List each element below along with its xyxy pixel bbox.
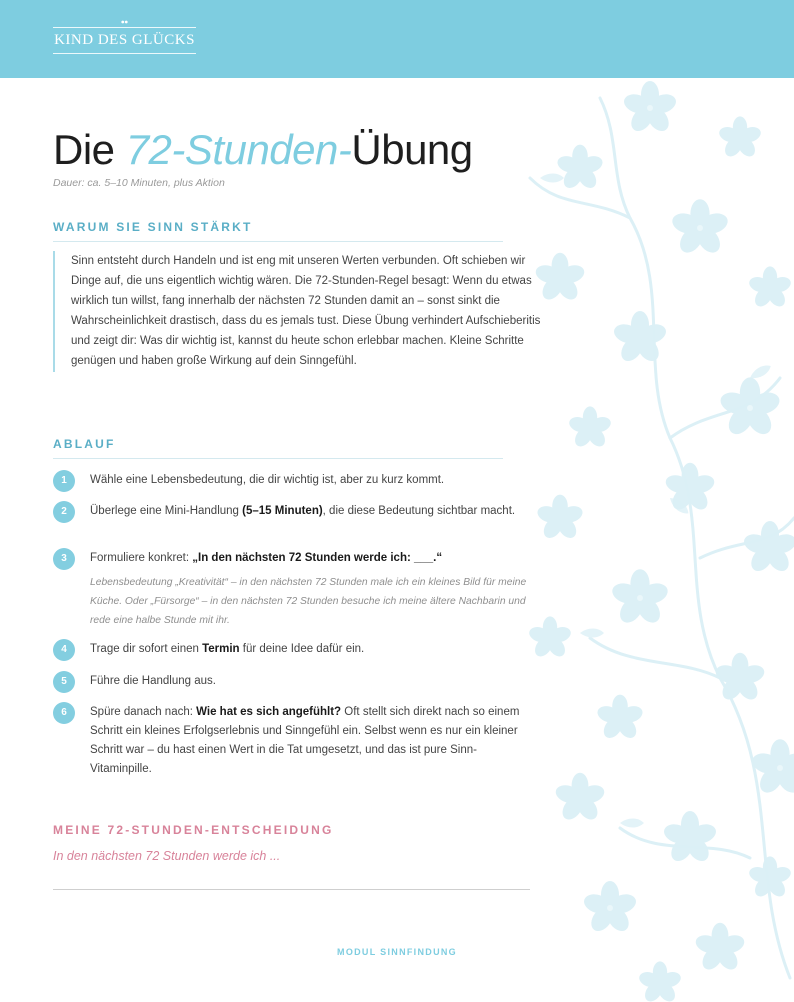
floral-branch-watermark bbox=[520, 78, 794, 1002]
title-suffix: Übung bbox=[351, 126, 473, 173]
step-text-post: , die diese Bedeutung sichtbar macht. bbox=[322, 505, 516, 517]
step-3-example: Lebensbedeutung „Kreativität“ – in den nächsten 72 Stunden male ich ein kleines Bild für meine Küche. Oder „Fürsorge“ – in den nächsten 72 Stunden besuche ich meine ältere Nachbarin und rede eine halbe Stunde mit ihr. bbox=[90, 577, 527, 626]
why-rule bbox=[53, 241, 503, 242]
logo-top-rule bbox=[53, 27, 196, 28]
duration-note: Dauer: ca. 5–10 Minuten, plus Aktion bbox=[53, 177, 225, 189]
step-text bbox=[90, 549, 533, 568]
step-text-bold: (5–15 Minuten) bbox=[242, 505, 323, 517]
process-heading: ABLAUF bbox=[53, 437, 116, 451]
step-number: 1 bbox=[53, 470, 75, 492]
step-number: 5 bbox=[53, 671, 75, 693]
decision-input[interactable]: In den nächsten 72 Stunden werde ich ... bbox=[53, 849, 281, 863]
process-rule bbox=[53, 458, 503, 459]
step-text: Wähle eine Lebensbedeutung, die dir wichtig ist, aber zu kurz kommt. bbox=[90, 474, 445, 486]
why-text: Sinn entsteht durch Handeln und ist eng mit unseren Werten verbunden. Oft schieben wir Dinge auf, die uns eigentlich wichtig wären. Die 72-Stunden-Regel besagt: Wenn du etwas wirklich tun willst, fang innerhalb der nächsten 72 Stunden damit an – sonst sinkt die Wahrscheinlichkeit drastisch, dass du es jemals tust. Diese Übung verhindert Aufschieberitis und zeigt dir: Was dir wichtig ist, kannst du heute schon erlebbar machen. Kleine Schritte genügen und haben große Wirkung auf dein Sinngefühl. bbox=[53, 251, 543, 372]
step-text-pre: Trage dir sofort einen bbox=[90, 643, 203, 655]
step-text-pre: Spüre danach nach: bbox=[90, 706, 197, 718]
brand-name: KIND DES GLÜCKS bbox=[54, 32, 195, 48]
step-number: 6 bbox=[53, 702, 75, 724]
why-heading: WARUM SIE SINN STÄRKT bbox=[53, 220, 253, 234]
step-text bbox=[90, 703, 533, 779]
page-title bbox=[53, 126, 473, 174]
step-text-bold: Termin bbox=[202, 643, 240, 655]
step-text-pre: Überlege eine Mini-Handlung bbox=[90, 505, 243, 517]
brand-logo[interactable] bbox=[53, 22, 196, 55]
step-text-post: Oft stellt sich direkt nach so einem Schritt ein kleines Erfolgserlebnis und Sinngefühl ein. Selbst wenn es nur ein kleiner Schritt war – du hast einen Wert in die Tat umgesetzt, und das ist pure Sinn-Vitaminpille. bbox=[90, 706, 520, 775]
step-text-bold: Wie hat es sich angefühlt? bbox=[196, 706, 342, 718]
title-prefix: Die bbox=[53, 126, 126, 173]
logo-bottom-rule bbox=[53, 53, 196, 54]
header-banner bbox=[0, 0, 794, 78]
step-number: 2 bbox=[53, 501, 75, 523]
step-text-pre: Formuliere konkret: bbox=[90, 552, 193, 564]
step-text-bold: „In den nächsten 72 Stunden werde ich: ___.“ bbox=[192, 552, 443, 564]
decision-heading: MEINE 72-STUNDEN-ENTSCHEIDUNG bbox=[53, 823, 334, 837]
step-text: Führe die Handlung aus. bbox=[90, 675, 216, 687]
step-text bbox=[90, 640, 533, 659]
module-footer: MODUL SINNFINDUNG bbox=[337, 947, 457, 957]
step-text-post: für deine Idee dafür ein. bbox=[239, 643, 365, 655]
step-number: 3 bbox=[53, 548, 75, 570]
title-accent: 72-Stunden- bbox=[125, 126, 352, 173]
clover-icon bbox=[121, 19, 128, 25]
decision-writing-line bbox=[53, 889, 530, 890]
step-number: 4 bbox=[53, 639, 75, 661]
step-text bbox=[90, 502, 533, 521]
